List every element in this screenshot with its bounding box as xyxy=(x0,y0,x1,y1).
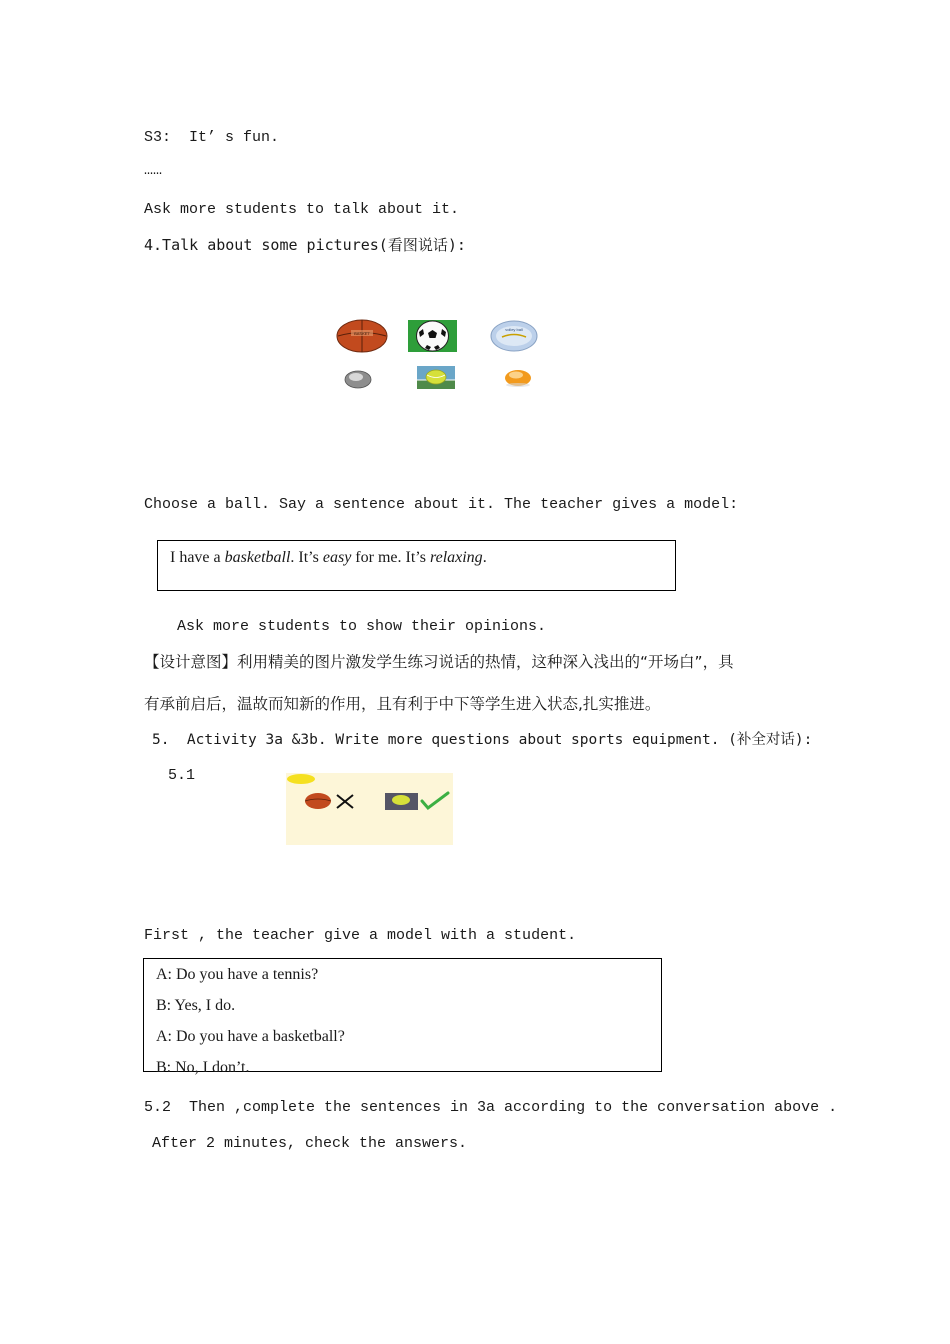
basketball-label: BASKET xyxy=(354,331,370,336)
tennis-ball-icon xyxy=(417,366,455,389)
dialogue-line: A: Do you have a basketball? xyxy=(156,1028,345,1045)
line-design-intent-2: 有承前启后，温故而知新的作用，且有利于中下等学生进入状态,扎实推进。 xyxy=(144,695,661,713)
model-sentence xyxy=(170,548,487,568)
model-sentence-part-1: I have a xyxy=(170,549,225,566)
model-sentence-box xyxy=(157,540,676,591)
cross-icon xyxy=(337,795,353,808)
model-word-easy: easy xyxy=(322,549,352,566)
line-after: After 2 minutes, check the answers. xyxy=(152,1135,468,1152)
line-sub-5-1: 5.1 xyxy=(168,767,196,784)
volleyball-label: volley ball xyxy=(505,327,523,332)
activity-picture xyxy=(286,773,453,845)
line-first-model: First , the teacher give a model with a student. xyxy=(144,927,577,944)
line-design-intent-1: 【设计意图】利用精美的图片激发学生练习说话的热情，这种深入浅出的“开场白”，具 xyxy=(144,653,734,671)
model-word-basketball: basketball xyxy=(224,549,291,566)
line-ellipsis: …… xyxy=(144,162,163,179)
model-sentence-part-4: . xyxy=(482,549,487,566)
volleyball-icon xyxy=(490,320,538,352)
small-basketball-icon xyxy=(305,793,331,809)
model-sentence-part-2: . It’s xyxy=(290,549,323,566)
line-choose-ball: Choose a ball. Say a sentence about it. The teacher gives a model: xyxy=(144,496,739,513)
check-icon xyxy=(422,793,448,808)
model-sentence-part-3: for me. It’s xyxy=(351,549,430,566)
speech-bubble-icon xyxy=(287,774,315,784)
basketball-icon xyxy=(336,319,388,353)
dialogue-box xyxy=(143,958,662,1076)
line-activity: 5. Activity 3a &3b. Write more questions about sports equipment. (补全对话): xyxy=(152,732,813,748)
line-s3: S3: It’ s fun. xyxy=(144,129,280,146)
dialogue-line: B: Yes, I do. xyxy=(156,997,236,1014)
ping-pong-ball-icon xyxy=(502,368,534,388)
line-sub-5-2: 5.2 Then ,complete the sentences in 3a according to the conversation above . xyxy=(144,1099,838,1116)
dialogue-line: A: Do you have a tennis? xyxy=(156,966,319,983)
dialogue-line: B: No, I don’t. xyxy=(156,1059,250,1076)
soccer-ball-icon xyxy=(408,320,457,352)
line-ask-more: Ask more students to talk about it. xyxy=(144,201,460,218)
activity-picture-svg xyxy=(286,773,453,845)
dialogue-clip xyxy=(144,1056,661,1076)
line-ask-opinions: Ask more students to show their opinions. xyxy=(177,618,547,635)
line-talk-pictures: 4.Talk about some pictures(看图说话): xyxy=(144,236,466,254)
model-word-relaxing: relaxing xyxy=(429,549,483,566)
baseball-icon xyxy=(344,370,372,389)
